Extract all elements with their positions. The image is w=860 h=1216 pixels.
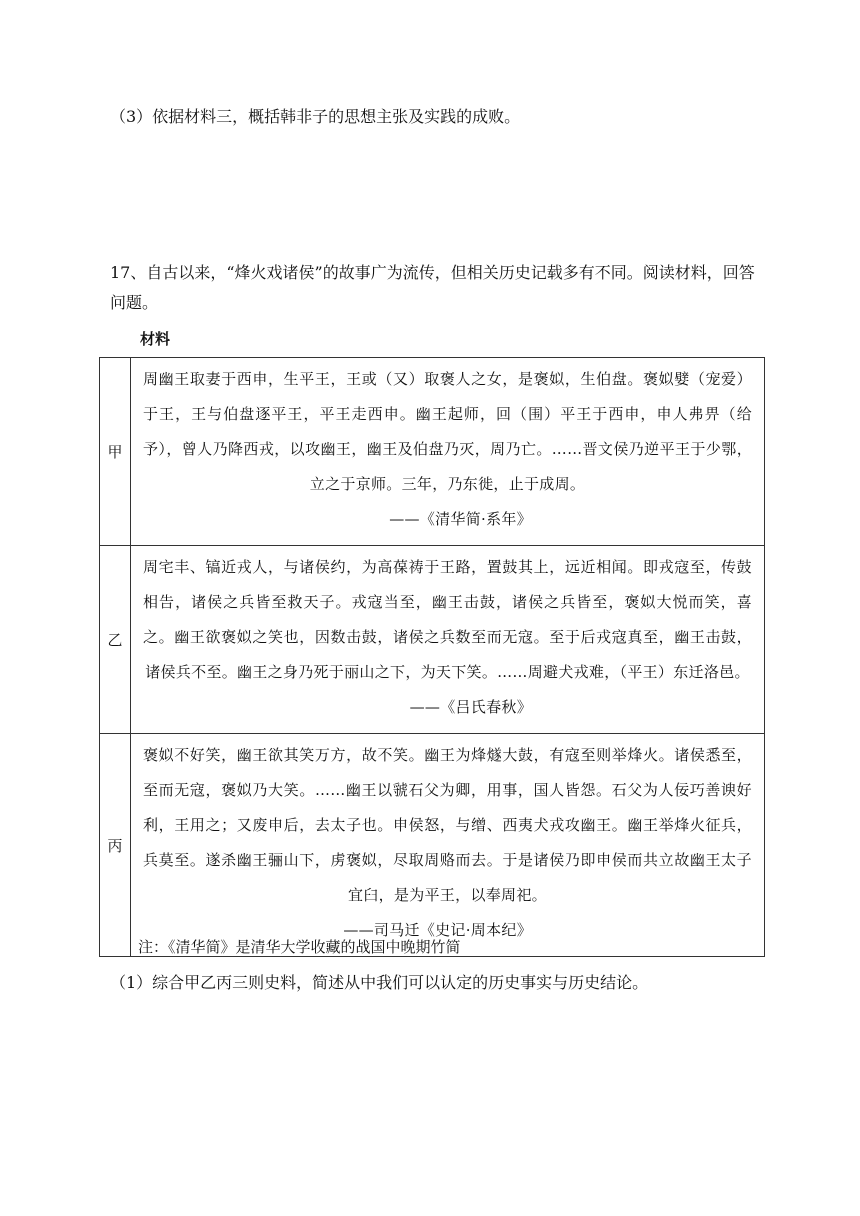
table-row [100, 734, 765, 957]
source-text: 褒姒不好笑，幽王欲其笑万方，故不笑。幽王为烽燧大鼓，有寇至则举烽火。诸侯悉至，至而无寇，褒姒乃大笑。……幽王以虢石父为卿，用事，国人皆怨。石父为人佞巧善谀好利，王用之；又废申后，去太子也。申侯怒，与缯、西夷犬戎攻幽王。幽王举烽火征兵，兵莫至。遂杀幽王骊山下，虏褒姒，尽取周赂而去。于是诸侯乃即申侯而共立故幽王太子宜臼，是为平王，以奉周祀。 [143, 746, 752, 904]
row-content-yi [131, 546, 765, 734]
footnote: 注：《清华简》是清华大学收藏的战国中晚期竹简 [138, 938, 461, 956]
source-citation: ——司马迁《史记·周本纪》 [343, 921, 532, 939]
table-row [100, 546, 765, 734]
table-row [100, 358, 765, 546]
source-citation: ——《清华简·系年》 [389, 510, 532, 528]
row-content-jia [131, 358, 765, 546]
question-3: （3）依据材料三，概括韩非子的思想主张及实践的成败。 [110, 107, 521, 126]
question-1: （1）综合甲乙丙三则史料，简述从中我们可以认定的历史事实与历史结论。 [110, 973, 649, 992]
source-text: 周宅丰、镐近戎人，与诸侯约，为高葆祷于王路，置鼓其上，远近相闻。即戎寇至，传鼓相告，诸侯之兵皆至救天子。戎寇当至，幽王击鼓，诸侯之兵皆至，褒姒大悦而笑，喜之。幽王欲褒姒之笑也，因数击鼓，诸侯之兵数至而无寇。至于后戎寇真至，幽王击鼓，诸侯兵不至。幽王之身乃死于丽山之下，为天下笑。……周避犬戎难，（平王）东迁洛邑。 [143, 558, 752, 681]
row-label-jia: 甲 [100, 358, 131, 546]
row-label-yi: 乙 [100, 546, 131, 734]
row-content-bing [131, 734, 765, 957]
source-citation: ——《吕氏春秋》 [409, 698, 532, 716]
source-table [99, 357, 765, 957]
row-label-bing: 丙 [100, 734, 131, 957]
material-label: 材料 [140, 330, 171, 348]
question-17: 17、自古以来，“烽火戏诸侯”的故事广为流传，但相关历史记载多有不同。阅读材料，回答问题。 [110, 263, 755, 312]
source-text: 周幽王取妻于西申，生平王，王或（又）取褒人之女，是褒姒，生伯盘。褒姒嬖（宠爱）于王，王与伯盘逐平王，平王走西申。幽王起师，回（围）平王于西申，申人弗畀（给予），曾人乃降西戎，以攻幽王，幽王及伯盘乃灭，周乃亡。……晋文侯乃逆平王于少鄂，立之于京师。三年，乃东徙，止于成周。 [143, 370, 752, 493]
